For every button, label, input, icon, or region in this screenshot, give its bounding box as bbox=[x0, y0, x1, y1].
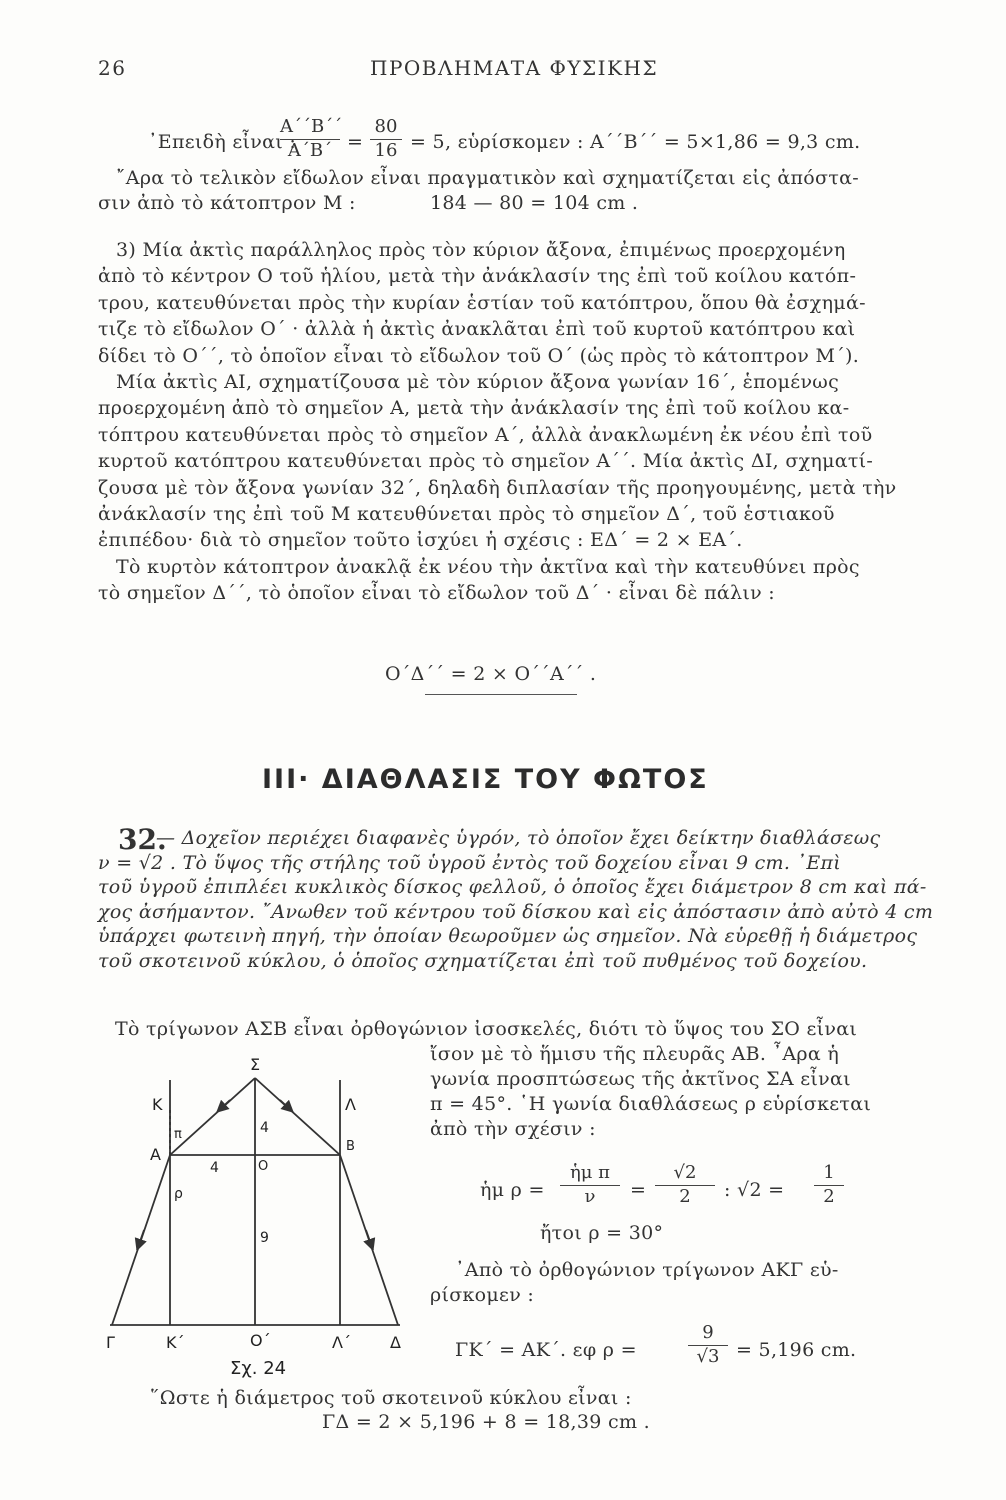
para3-line: προερχομένη ἀπὸ τὸ σημεῖον Α, μετὰ τὴν ἀνάκλασίν της ἐπὶ τοῦ κοίλου κα- bbox=[98, 397, 850, 420]
intro-lead: ᾿Επειδὴ εἶναι : bbox=[148, 131, 297, 153]
problem-line: τοῦ ὑγροῦ ἐπιπλέει κυκλικὸς δίσκος φελλοῦ, ὁ ὁποῖος ἔχει διάμετρον 8 cm καὶ πά- bbox=[98, 876, 927, 898]
label-pi: π bbox=[174, 1127, 182, 1142]
eq-result: ἤτοι ρ = 30° bbox=[540, 1222, 664, 1244]
para3-line: τρου, κατευθύνεται πρὸς τὴν κυρίαν ἑστίαν τοῦ κατόπτρου, ὅπου θὰ ἐσχημά- bbox=[98, 291, 866, 314]
fraction-denominator: 2 bbox=[814, 1185, 844, 1207]
para3-line: τὸ σημεῖον Δ΄΄, τὸ ὁποῖον εἶναι τὸ εἴδωλον τοῦ Δ΄ · εἶναι δὲ πάλιν : bbox=[98, 582, 776, 605]
divider-rule bbox=[425, 694, 577, 695]
solution-right-line: ἴσον μὲ τὸ ἥμισυ τῆς πλευρᾶς ΑΒ. ῏Αρα ἡ bbox=[430, 1043, 840, 1065]
problem-line: χος ἀσήμαντον. ῎Ανωθεν τοῦ κέντρου τοῦ δίσκου καὶ εἰς ἀπόστασιν ἀπὸ αὐτὸ 4 cm bbox=[98, 900, 934, 923]
refracted-arrow-right bbox=[366, 1230, 373, 1250]
para3-line: ἐπιπέδου· διὰ τὸ σημεῖον τοῦτο ἰσχύει ἡ σχέσις : ΕΔ΄ = 2 × ΕΑ΄. bbox=[98, 529, 743, 552]
final-line-1: ῞Ωστε ἡ διάμετρος τοῦ σκοτεινοῦ κύκλου εἶναι : bbox=[150, 1387, 632, 1409]
eq2-lhs: ΓΚ΄ = ΑΚ΄. εφ ρ = bbox=[455, 1339, 637, 1361]
page-number: 26 bbox=[98, 56, 127, 80]
para3-line: τιζε τὸ εἴδωλον Ο΄ · ἀλλὰ ἡ ἀκτὶς ἀνακλᾶται ἐπὶ τοῦ κυρτοῦ κατόπτρου καὶ bbox=[98, 318, 856, 341]
eq-colon: : √2 = bbox=[724, 1179, 785, 1201]
para3-line: ζουσα μὲ τὸν ἄξονα γωνίαν 32΄, δηλαδὴ διπλασίαν τῆς προηγουμένης, μετὰ τὴν bbox=[98, 476, 897, 499]
fraction-numerator: ἡμ π bbox=[569, 1162, 611, 1183]
solution-right2-line-2: ρίσκομεν : bbox=[430, 1284, 535, 1306]
problem-number: 32. bbox=[118, 823, 167, 856]
problem-line: — Δοχεῖον περιέχει διαφανὲς ὑγρόν, τὸ ὁποῖον ἔχει δείκτην διαθλάσεως bbox=[156, 827, 881, 849]
label-four-horizontal: 4 bbox=[210, 1160, 219, 1176]
solution-right-line: γωνία προσπτώσεως τῆς ἀκτῖνος ΣΑ εἶναι bbox=[430, 1068, 851, 1090]
label-four-vertical: 4 bbox=[260, 1120, 269, 1136]
para3-line: κυρτοῦ κατόπτρου κατευθύνεται πρὸς τὸ σημεῖον Α΄΄. Μία ἀκτὶς ΔΙ, σχηματί- bbox=[98, 450, 874, 473]
para3-line: 3) Μία ἀκτὶς παράλληλος πρὸς τὸν κύριον ἄξονα, ἐπιμένως προερχομένη bbox=[116, 239, 846, 261]
figure-caption: Σχ. 24 bbox=[230, 1358, 287, 1379]
eq-fraction-3 bbox=[814, 1162, 844, 1207]
figure-24 bbox=[90, 1050, 430, 1390]
fraction-numerator: 80 bbox=[374, 116, 398, 137]
label-o: Ο bbox=[258, 1159, 269, 1174]
para3-line: τόπτρου κατευθύνεται πρὸς τὸ σημεῖον Α΄, ἀλλὰ ἀνακλωμένη ἐκ νέου ἐπὶ τοῦ bbox=[98, 423, 873, 446]
intro-fraction-1 bbox=[280, 116, 343, 161]
fraction-numerator: Α΄΄Β΄΄ bbox=[280, 116, 343, 137]
intro-tail: = 5, εὑρίσκομεν : Α΄΄Β΄΄ = 5×1,86 = 9,3 cm. bbox=[410, 131, 861, 153]
solution-right-line: ἀπὸ τὴν σχέσιν : bbox=[430, 1118, 596, 1140]
label-nine: 9 bbox=[260, 1230, 269, 1246]
label-lambda: Λ bbox=[345, 1095, 356, 1114]
problem-line: τοῦ σκοτεινοῦ κύκλου, ὁ ὁποῖος σχηματίζεται ἐπὶ τοῦ πυθμένος τοῦ δοχείου. bbox=[98, 949, 868, 972]
label-gamma: Γ bbox=[106, 1333, 115, 1352]
running-title: ΠΡΟΒΛΗΜΑΤΑ ΦΥΣΙΚΗΣ bbox=[370, 56, 659, 80]
eq-fraction-1 bbox=[560, 1162, 620, 1207]
label-b: Β bbox=[346, 1139, 355, 1154]
ray-arrow-sb bbox=[280, 1100, 293, 1112]
intro-line-2: ῎Αρα τὸ τελικὸν εἴδωλον εἶναι πραγματικὸν καὶ σχηματίζεται εἰς ἀπόστα- bbox=[116, 167, 859, 189]
intro-line-3b: 184 — 80 = 104 cm . bbox=[430, 192, 639, 214]
para3-line: ἀνάκλασίν της ἐπὶ τοῦ Μ κατευθύνεται πρὸς τὸ σημεῖον Δ΄, τοῦ ἑστιακοῦ bbox=[98, 503, 835, 525]
ray-sa bbox=[170, 1078, 255, 1155]
label-k: Κ bbox=[152, 1095, 163, 1114]
fraction-denominator: Α΄Β΄ bbox=[280, 139, 340, 161]
problem-line: ὑπάρχει φωτεινὴ πηγή, τὴν ὁποίαν θεωροῦμεν ὡς σημεῖον. Νὰ εὑρεθῇ ἡ διάμετρος bbox=[98, 925, 918, 947]
final-equation: ΓΔ = 2 × 5,196 + 8 = 18,39 cm . bbox=[322, 1411, 650, 1433]
eq-fraction-2 bbox=[655, 1162, 715, 1207]
para3-line: Μία ἀκτὶς ΑΙ, σχηματίζουσα μὲ τὸν κύριον ἄξονα γωνίαν 16΄, ἑπομένως bbox=[116, 371, 840, 393]
label-a: Α bbox=[150, 1145, 161, 1164]
label-lambda-prime: Λ΄ bbox=[332, 1333, 351, 1352]
eq2-rhs: = 5,196 cm. bbox=[736, 1339, 857, 1361]
label-rho: ρ bbox=[174, 1186, 183, 1202]
solution-right2-line-1: ᾿Απὸ τὸ ὀρθογώνιον τρίγωνον ΑΚΓ εὑ- bbox=[455, 1259, 839, 1281]
label-o-prime: Ο΄ bbox=[250, 1331, 271, 1350]
fraction-numerator: 1 bbox=[823, 1162, 835, 1183]
eq-equals: = bbox=[630, 1179, 647, 1201]
fraction-denominator: 2 bbox=[655, 1185, 715, 1207]
para3-final-equation: Ο΄Δ΄΄ = 2 × Ο΄΄Α΄΄ . bbox=[385, 663, 597, 685]
intro-line-3a: σιν ἀπὸ τὸ κάτοπτρον Μ : bbox=[98, 192, 356, 214]
intro-fraction-2 bbox=[370, 116, 402, 161]
fraction-numerator: √2 bbox=[673, 1162, 697, 1183]
fraction-denominator: √3 bbox=[688, 1345, 728, 1367]
ray-sb bbox=[255, 1078, 340, 1155]
fraction-denominator: ν bbox=[560, 1185, 620, 1207]
label-delta: Δ bbox=[390, 1333, 401, 1352]
intro-equals: = bbox=[347, 131, 364, 153]
para3-line: Τὸ κυρτὸν κάτοπτρον ἀνακλᾷ ἐκ νέου τὴν ἀκτῖνα καὶ τὴν κατευθύνει πρὸς bbox=[116, 555, 860, 578]
solution-right-line: π = 45°. ῾Η γωνία διαθλάσεως ρ εὑρίσκεται bbox=[430, 1093, 872, 1115]
fraction-denominator: 16 bbox=[370, 139, 402, 161]
label-sigma: Σ bbox=[250, 1055, 261, 1074]
para3-line: ἀπὸ τὸ κέντρον Ο τοῦ ἡλίου, μετὰ τὴν ἀνάκλασίν της ἐπὶ τοῦ κοίλου κατόπ- bbox=[98, 265, 857, 288]
refracted-arrow-left bbox=[137, 1230, 144, 1250]
eq2-fraction bbox=[688, 1322, 728, 1367]
ray-arrow-sa bbox=[217, 1100, 230, 1112]
section-title: ΙΙΙ· ΔΙΑΘΛΑΣΙΣ ΤΟΥ ΦΩΤΟΣ bbox=[262, 764, 709, 795]
problem-line: ν = √2 . Τὸ ὕψος τῆς στήλης τοῦ ὑγροῦ ἐντὸς τοῦ δοχείου εἶναι 9 cm. ᾿Επὶ bbox=[98, 851, 842, 874]
eq-lhs: ἡμ ρ = bbox=[480, 1179, 545, 1201]
label-k-prime: Κ΄ bbox=[166, 1333, 185, 1352]
fraction-numerator: 9 bbox=[702, 1322, 714, 1343]
solution-line-1: Τὸ τρίγωνον ΑΣΒ εἶναι ὀρθογώνιον ἰσοσκελές, διότι τὸ ὕψος του ΣΟ εἶναι bbox=[115, 1018, 858, 1040]
para3-line: δίδει τὸ Ο΄΄, τὸ ὁποῖον εἶναι τὸ εἴδωλον τοῦ Ο΄ (ὡς πρὸς τὸ κάτοπτρον Μ΄). bbox=[98, 344, 860, 367]
